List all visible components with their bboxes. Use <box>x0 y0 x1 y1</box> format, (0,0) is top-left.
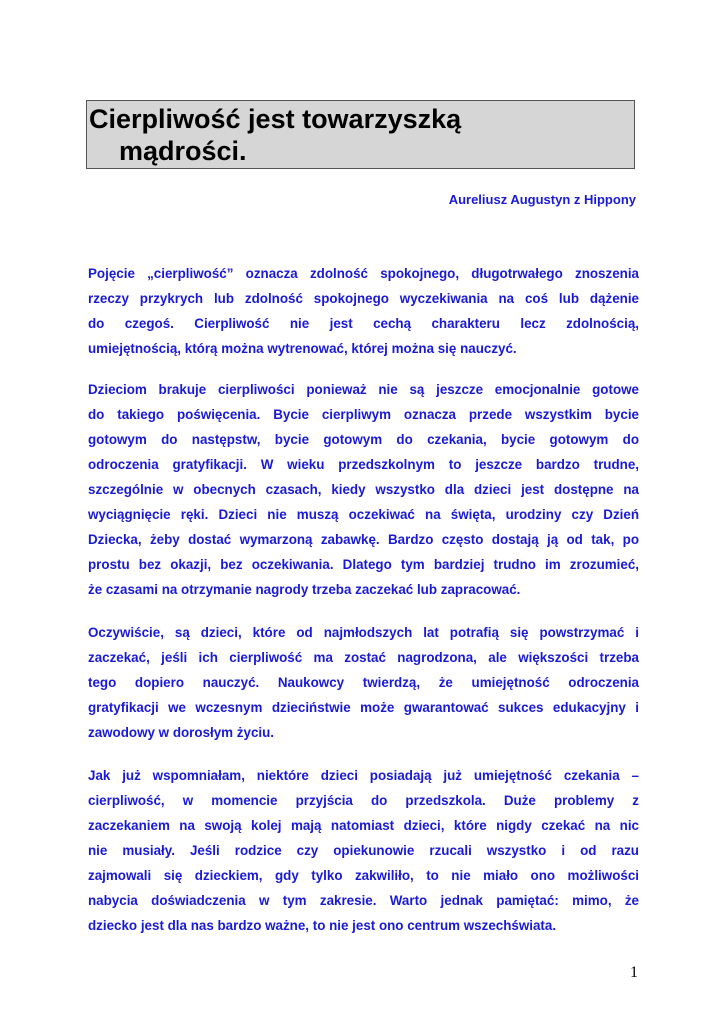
title-line: Cierpliwość jest towarzyszką <box>89 104 462 134</box>
paragraph <box>88 377 639 602</box>
document-title <box>86 100 635 169</box>
paragraph-line: tego dopiero nauczyć. Naukowcy twierdzą, że umiejętność odroczenia <box>88 675 639 690</box>
paragraph <box>88 620 639 745</box>
paragraph-line: prostu bez okazji, bez oczekiwania. Dlatego tym bardziej trudno im zrozumieć, <box>88 557 639 572</box>
title-line: mądrości. <box>119 136 247 166</box>
paragraph-line: gotowym do następstw, bycie gotowym do czekania, bycie gotowym do <box>88 432 639 447</box>
paragraph-line: do czegoś. Cierpliwość nie jest cechą charakteru lecz zdolnością, <box>88 316 639 331</box>
paragraph-line: dziecko jest dla nas bardzo ważne, to nie jest ono centrum wszechświata. <box>88 918 557 933</box>
paragraph-line: zaczekaniem na swoją kolej mają natomiast dzieci, które nigdy czekać na nic <box>88 818 639 833</box>
paragraph-line: zawodowy w dorosłym życiu. <box>88 725 275 740</box>
paragraph <box>88 261 639 361</box>
paragraph-line: cierpliwość, w momencie przyjścia do przedszkola. Duże problemy z <box>88 793 639 808</box>
paragraph-line: Jak już wspomniałam, niektóre dzieci posiadają już umiejętność czekania – <box>88 768 639 783</box>
paragraph-line: nie musiały. Jeśli rodzice czy opiekunowie rzucali wszystko i od razu <box>88 843 639 858</box>
paragraph-line: szczególnie w obecnych czasach, kiedy wszystko dla dzieci jest dostępne na <box>88 482 639 497</box>
paragraph-line: Oczywiście, są dzieci, które od najmłodszych lat potrafią się powstrzymać i <box>88 625 639 640</box>
paragraph-line: Dzieciom brakuje cierpliwości ponieważ nie są jeszcze emocjonalnie gotowe <box>88 382 639 397</box>
paragraph-line: zaczekać, jeśli ich cierpliwość ma zostać nagrodzona, ale większości trzeba <box>88 650 639 665</box>
paragraph-line: Pojęcie „cierpliwość” oznacza zdolność spokojnego, długotrwałego znoszenia <box>88 266 639 281</box>
paragraph-line: rzeczy przykrych lub zdolność spokojnego wyczekiwania na coś lub dążenie <box>88 291 639 306</box>
paragraph <box>88 763 639 938</box>
page-number: 1 <box>630 964 638 981</box>
paragraph-line: odroczenia gratyfikacji. W wieku przedszkolnym to jeszcze bardzo trudne, <box>88 457 639 472</box>
author-attribution: Aureliusz Augustyn z Hippony <box>448 192 636 207</box>
paragraph-line: że czasami na otrzymanie nagrody trzeba zaczekać lub zapracować. <box>88 582 521 597</box>
paragraph-line: gratyfikacji we wczesnym dzieciństwie może gwarantować sukces edukacyjny i <box>88 700 639 715</box>
paragraph-line: zajmowali się dzieckiem, gdy tylko zakwiliło, to nie miało ono możliwości <box>88 868 639 883</box>
paragraph-line: umiejętnością, którą można wytrenować, której można się nauczyć. <box>88 341 517 356</box>
paragraph-line: Dziecka, żeby dostać wymarzoną zabawkę. Bardzo często dostają ją od tak, po <box>88 532 639 547</box>
paragraph-line: do takiego poświęcenia. Bycie cierpliwym oznacza przede wszystkim bycie <box>88 407 639 422</box>
paragraph-line: nabycia doświadczenia w tym zakresie. Warto jednak pamiętać: mimo, że <box>88 893 639 908</box>
paragraph-line: wyciągnięcie ręki. Dzieci nie muszą oczekiwać na święta, urodziny czy Dzień <box>88 507 639 522</box>
